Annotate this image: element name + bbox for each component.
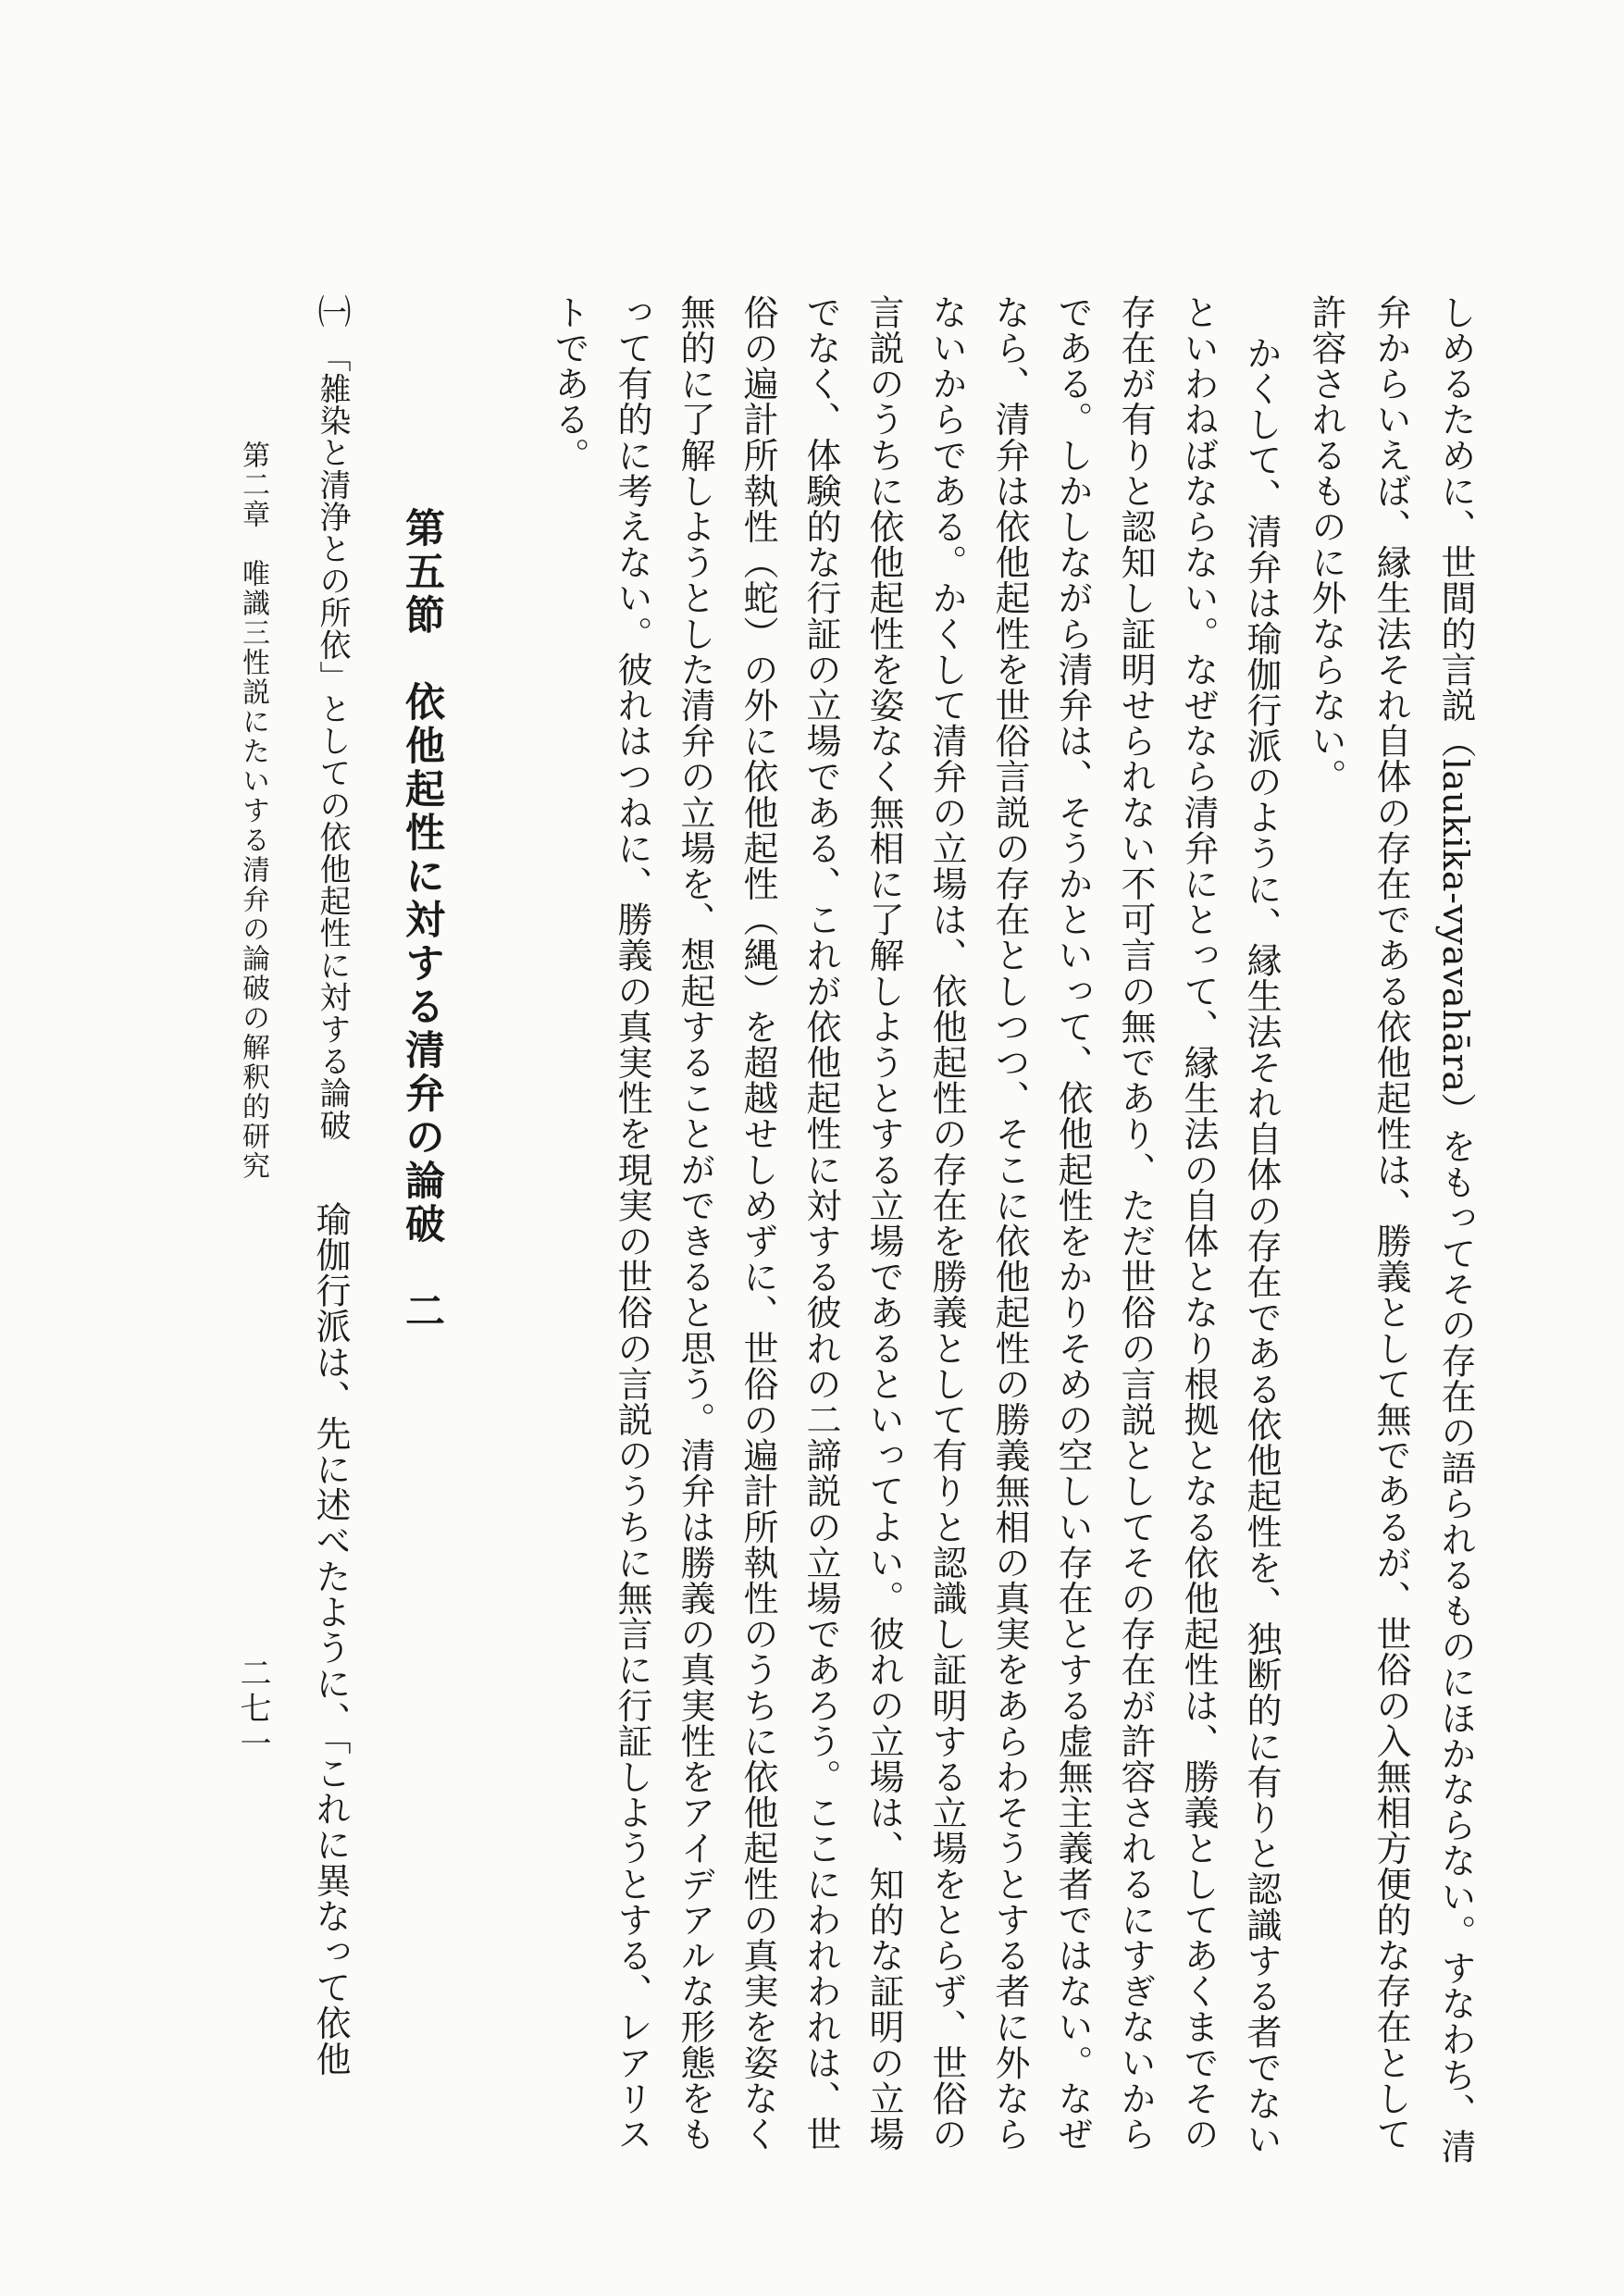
body-line-13: 無的に了解しようとした清弁の立場を、想起することができると思う。清弁は勝義の真実性をアイデアルな形態をも: [675, 294, 715, 2153]
body-line-8: なら、清弁は依他起性を世俗言説の存在としつつ、そこに依他起性の勝義無相の真実をあらわそうとする者に外なら: [989, 294, 1030, 2153]
body-line-2: 弁からいえば、縁生法それ自体の存在である依他起性は、勝義として無であるが、世俗の入無相方便的な存在として: [1370, 294, 1411, 2153]
body-line-10: 言説のうちに依他起性を姿なく無相に了解しようとする立場であるといってよい。彼れの立場は、知的な証明の立場: [863, 294, 904, 2153]
body-line-3: 許容されるものに外ならない。: [1306, 294, 1346, 795]
body-line-11: でなく、体験的な行証の立場である、これが依他起性に対する彼れの二諦説の立場であろう。ここにわれわれは、世: [800, 294, 841, 2153]
body-line-7: である。しかしながら清弁は、そうかといって、依他起性をかりそめの空しい存在とする虚無主義者ではない。なぜ: [1052, 294, 1093, 2153]
body-line-15: トである。: [549, 294, 589, 473]
body-line-4: かくして、清弁は瑜伽行派のように、縁生法それ自体の存在である依他起性を、独断的に有りと認識する者でない: [1241, 335, 1282, 2157]
page-number: 二七一: [234, 1657, 271, 1762]
body-line-1: しめるために、世間的言説（laukika-vyavahāra）をもってその存在の語られるものにほかならない。すなわち、清: [1435, 294, 1476, 2165]
body-line-14: って有的に考えない。彼れはつねに、勝義の真実性を現実の世俗の言説のうちに無言に行証しようとする、レアリス: [612, 294, 652, 2153]
note-continuation: 瑜伽行派は、先に述べたように、「これに異なって依他: [310, 1201, 351, 2077]
body-line-5: といわねばならない。なぜなら清弁にとって、縁生法の自体となり根拠となる依他起性は、勝義としてあくまでその: [1178, 294, 1219, 2153]
note-marker: ㈠: [313, 294, 351, 329]
running-title: 第二章 唯識三性説にたいする清弁の論破の解釈的研究: [237, 441, 269, 1181]
note-text: 「雑染と清浄との所依」としての依他起性に対する論破: [314, 341, 351, 1141]
body-line-12: 俗の遍計所執性（蛇）の外に依他起性（縄）を超越せしめずに、世俗の遍計所執性のうちに依他起性の真実を姿なく: [738, 294, 778, 2153]
body-line-6: 存在が有りと認知し証明せられない不可言の無であり、ただ世俗の言説としてその存在が許容されるにすぎないから: [1115, 294, 1156, 2153]
body-line-9: ないからである。かくして清弁の立場は、依他起性の存在を勝義として有りと認識し証明する立場をとらず、世俗の: [926, 294, 967, 2153]
section-heading: 第五節 依他起性に対する清弁の論破 二: [399, 507, 445, 1334]
